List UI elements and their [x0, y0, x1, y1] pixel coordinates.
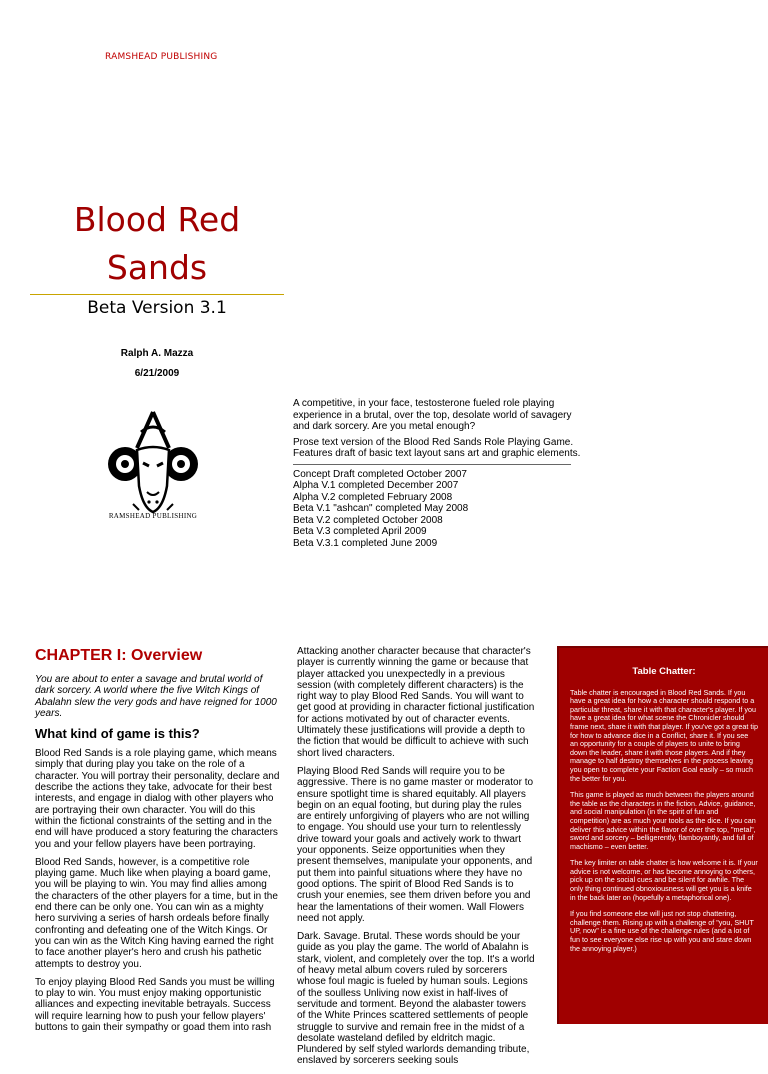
sidebar-paragraph: If you find someone else will just not stop chattering, challenge them. Rising up with a challenge of "you, SHUT UP, now" is a fine use of the challenge rules (and a lot of fun to see everyone else rise up with you and stare down the annoying player.)	[570, 909, 754, 953]
sidebar-title: Table Chatter:	[632, 666, 696, 677]
history-item: Alpha V.1 completed December 2007	[293, 480, 459, 491]
history-item: Beta V.1 "ashcan" completed May 2008	[293, 503, 469, 514]
body-column-1	[35, 646, 280, 1040]
version-history	[293, 469, 585, 550]
chapter-heading: CHAPTER I: Overview	[35, 647, 203, 664]
blurb-paragraph-2: Prose text version of the Blood Red Sands Role Playing Game. Features draft of basic text layout sans art and graphic elements.	[293, 436, 581, 459]
ram-head-logo-icon	[103, 408, 203, 523]
body-paragraph: Playing Blood Red Sands will require you to be aggressive. There is no game master or moderator to ensure spotlight time is shared equitably. All players begin on an equal footing, but during play the rules are entirely unforgiving of players who are not willing to engage. You should use your turn to relentlessly drive toward your goals and actively work to thwart your opponents. Seize opportunities when they present themselves, manipulate your opponents, and put them into painful situations where they have no good options. The spirit of Blood Red Sands is to crush your enemies, see them driven before you and hear the lamentations of their women. Wall Flowers need not apply.	[297, 765, 534, 924]
chapter-intro: You are about to enter a savage and brutal world of dark sorcery. A world where the five Witch Kings of Abalahn slew the very gods and have reigned for 1000 years.	[35, 674, 277, 719]
body-paragraph: Attacking another character because that character's player is currently winning the game or because that player attacked you unexpectedly in a previous session (with completely different characters) is the right way to play Blood Red Sands. You will want to get good at providing in character fictional justification for actions motivated by out of character events. Ultimately these justifications will provide a depth to the fiction that would be difficult to achieve with such short lived characters.	[297, 646, 535, 759]
body-paragraph: Blood Red Sands is a role playing game, which means simply that during play you take on the role of a character. You will portray their personality, declare and describe the actions they take, advocate for their best interests, and engage in dialog with other players who are portraying their own character. You will do this within the fictional constraints of the setting and in the end will have produced a story featuring the characters you and your fellow players have been portraying.	[35, 748, 280, 850]
publisher-header: RAMSHEAD PUBLISHING	[105, 52, 218, 62]
blurb-paragraph-1: A competitive, in your face, testosterone fueled role playing experience in a brutal, over the top, desolate world of savagery and dark sorcery. Are you metal enough?	[293, 398, 572, 432]
history-item: Beta V.2 completed October 2008	[293, 514, 443, 526]
history-item: Beta V.3 completed April 2009	[293, 526, 427, 537]
history-item: Beta V.3.1 completed June 2009	[293, 537, 438, 549]
table-chatter-sidebar	[557, 646, 768, 1024]
blurb-divider	[293, 464, 571, 465]
title-line-1: Blood Red	[73, 200, 241, 239]
cover-blurb	[293, 398, 585, 549]
sidebar-content	[570, 668, 758, 961]
body-paragraph: To enjoy playing Blood Red Sands you must be willing to play to win. You must enjoy making opportunistic alliances and expecting inevitable betrayals. Success will require learning how to push your fellow players' buttons to gain their sympathy or goad them into rash	[35, 976, 275, 1034]
body-paragraph: Dark. Savage. Brutal. These words should be your guide as you play the game. The world of Abalahn is stark, violent, and completely over the top. It's a world of heavy metal album covers ruled by sorcerers whose foul magic is fueled by human souls. Legions of the soulless Unliving now exist in half-lives of servitude and torment. Beyond the alabaster towers of the White Princes scattered settlements of people struggle to survive and remain free in the midst of a desolate wasteland defiled by eldritch magic. Plundered by self styled warlords demanding tribute, enslaved by sorcerers seeking souls	[297, 931, 535, 1067]
version-label: Beta Version 3.1	[87, 298, 227, 318]
document-title	[30, 196, 284, 292]
author-name: Ralph A. Mazza	[120, 348, 194, 359]
section-heading: What kind of game is this?	[35, 726, 200, 742]
sidebar-paragraph: Table chatter is encouraged in Blood Red Sands. If you have a great idea for how a character should respond to a particular threat, share it with that character's player. If you have a great idea for what scene the Chronicler should frame next, share it with that player. If you've got a great tip for how to advance dice in a Conflict, share it. If you see an opportunity for a couple of players to unite to bring down the leader, share it with those players. And if they manage to half destroy themselves in the process leaving you open to complete your Faction Goal easily – so much the better for you.	[570, 687, 758, 783]
publication-date: 6/21/2009	[134, 368, 180, 379]
history-item: Concept Draft completed October 2007	[293, 468, 467, 480]
sidebar-paragraph: This game is played as much between the players around the table as the characters in the fiction. Advice, guidance, and social manipulation (in the spirit of fun and competition) are as much your tools as the dice. If you can deliver this advice within the flavor of over the top, "metal", sword and sorcery – belligerently, flamboyantly, and full of machismo – even better.	[570, 790, 756, 851]
body-paragraph: Blood Red Sands, however, is a competitive role playing game. Much like when playing a board game, you will be playing to win. You may find allies among the characters of the other players for a time, but in the end there can be only one. You can win as a mighty hero surviving a series of harsh ordeals before finally confronting and defeating one of the Witch Kings. Or you can win as the Witch King having earned the right to face another player's hero and crush his pathetic attempts to destroy you.	[35, 856, 278, 970]
body-column-2	[297, 646, 537, 1074]
sidebar-paragraph: The key limiter on table chatter is how welcome it is. If your advice is not welcome, or has become annoying to others, pick up on the social cues and be silent for awhile. The only thing continued obnoxiousness will get you is a knife in the back later on (hopefully a metaphorical one).	[570, 858, 758, 902]
history-item: Alpha V.2 completed February 2008	[293, 491, 453, 503]
title-divider	[30, 294, 284, 295]
logo-caption: RAMSHEAD PUBLISHING	[108, 512, 198, 520]
title-line-2: Sands	[106, 248, 208, 287]
